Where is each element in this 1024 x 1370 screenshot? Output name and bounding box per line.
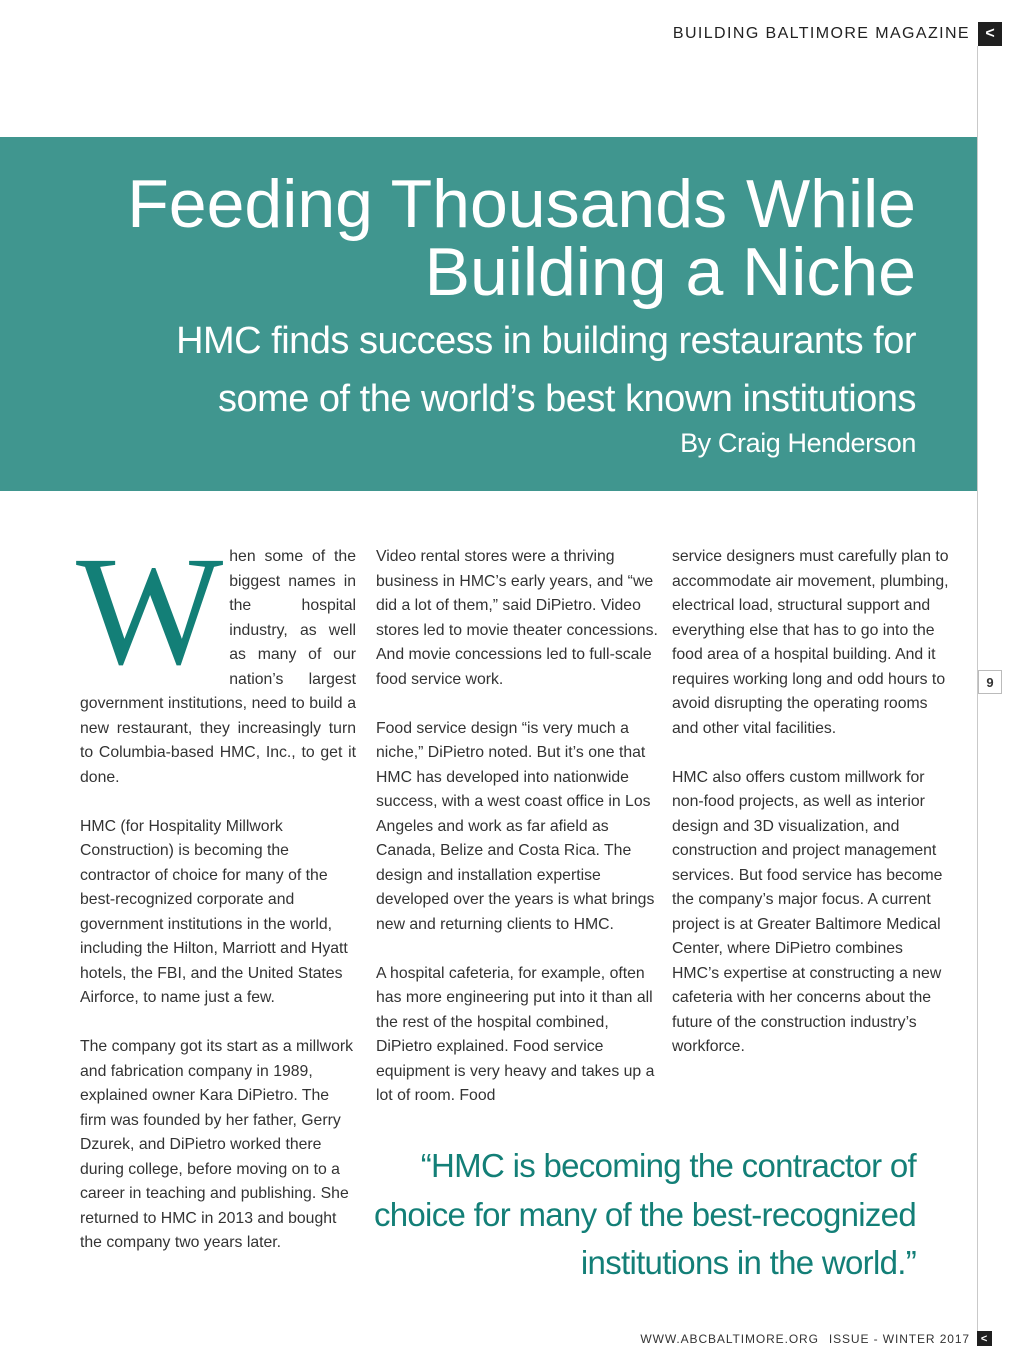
footer-url-link[interactable]: WWW.ABCBALTIMORE.ORG <box>640 1331 819 1346</box>
pull-quote <box>356 1142 916 1288</box>
title-line-2: Building a Niche <box>424 234 916 310</box>
article-subtitle <box>16 312 916 428</box>
paragraph: HMC (for Hospitality Millwork Construction) is becoming the contractor of choice for many of the best-recognized corporate and government institutions in the world, including the Hilton, Marriott and Hyatt hotels, the FBI, and the United States Airforce, to name just a few. <box>80 817 348 1006</box>
publication-name: BUILDING BALTIMORE MAGAZINE <box>672 25 970 42</box>
paragraph: Food service design “is very much a niche,” DiPietro noted. But it’s one that HMC has developed into nationwide success, with a west coast office in Los Angeles and work as far afield as Canada, Belize and Costa Rica. The design and installation expertise developed over the years is what brings new and returning clients to HMC. <box>376 719 655 933</box>
paragraph: HMC also offers custom millwork for non-food projects, as well as interior design and 3D visualization, and construction and project management services. But food service has become the company’s major focus. A current project is at Greater Baltimore Medical Center, where DiPietro combines HMC’s expertise at constructing a new cafeteria with her concerns about the future of the construction industry’s workforce. <box>672 768 943 1055</box>
byline: By Craig Henderson <box>680 428 916 458</box>
title-line-1: Feeding Thousands While <box>127 166 916 242</box>
paragraph: A hospital cafeteria, for example, often has more engineering put into it than all the rest of the hospital combined, DiPietro explained. Food service equipment is very heavy and takes up a lot of room. Food <box>376 964 655 1104</box>
drop-cap: W <box>76 524 224 697</box>
footer-issue: ISSUE - WINTER 2017 <box>828 1331 970 1346</box>
subtitle-line-1: HMC finds success in building restaurants for <box>176 320 916 362</box>
article-column-1 <box>76 524 356 1280</box>
paragraph-text: hen some of the biggest names in the hospital industry, as well as many of our nation’s largest government institutions, need to build a new restaurant, they increasingly turn to Columbia-based HMC, Inc., to get it done. <box>80 548 356 786</box>
pull-quote-line-3: institutions in the world.” <box>580 1244 916 1281</box>
footer <box>640 1331 992 1346</box>
article-column-3 <box>672 545 954 1084</box>
page-number-badge: 9 <box>978 670 1002 694</box>
footer-back-button[interactable]: < <box>977 1331 992 1346</box>
paragraph: Video rental stores were a thriving business in HMC’s early years, and “we did a lot of them,” said DiPietro. Video stores led to movie theater concessions. And movie concessions led to full-scale food service work. <box>376 548 658 688</box>
pull-quote-line-1: “HMC is becoming the contractor of <box>420 1147 916 1184</box>
paragraph: The company got its start as a millwork and fabrication company in 1989, explained owner Kara DiPietro. The firm was founded by her father, Gerry Dzurek, and DiPietro worked there during college, before moving on to a career in teaching and publishing. She returned to HMC in 2013 and bought the company two years later. <box>80 1038 354 1251</box>
subtitle-line-2: some of the world’s best known institutions <box>217 378 916 420</box>
paragraph <box>76 524 356 790</box>
article-title <box>16 166 916 310</box>
article-column-2 <box>376 545 658 1133</box>
paragraph: service designers must carefully plan to accommodate air movement, plumbing, electrical load, structural support and everything else that has to go into the food area of a hospital building. And it requires working long and odd hours to avoid disrupting the operating rooms and other vital facilities. <box>672 548 949 737</box>
top-bar <box>673 22 1002 46</box>
pull-quote-line-2: choice for many of the best-recognized <box>373 1195 916 1233</box>
back-button[interactable]: < <box>978 22 1002 46</box>
